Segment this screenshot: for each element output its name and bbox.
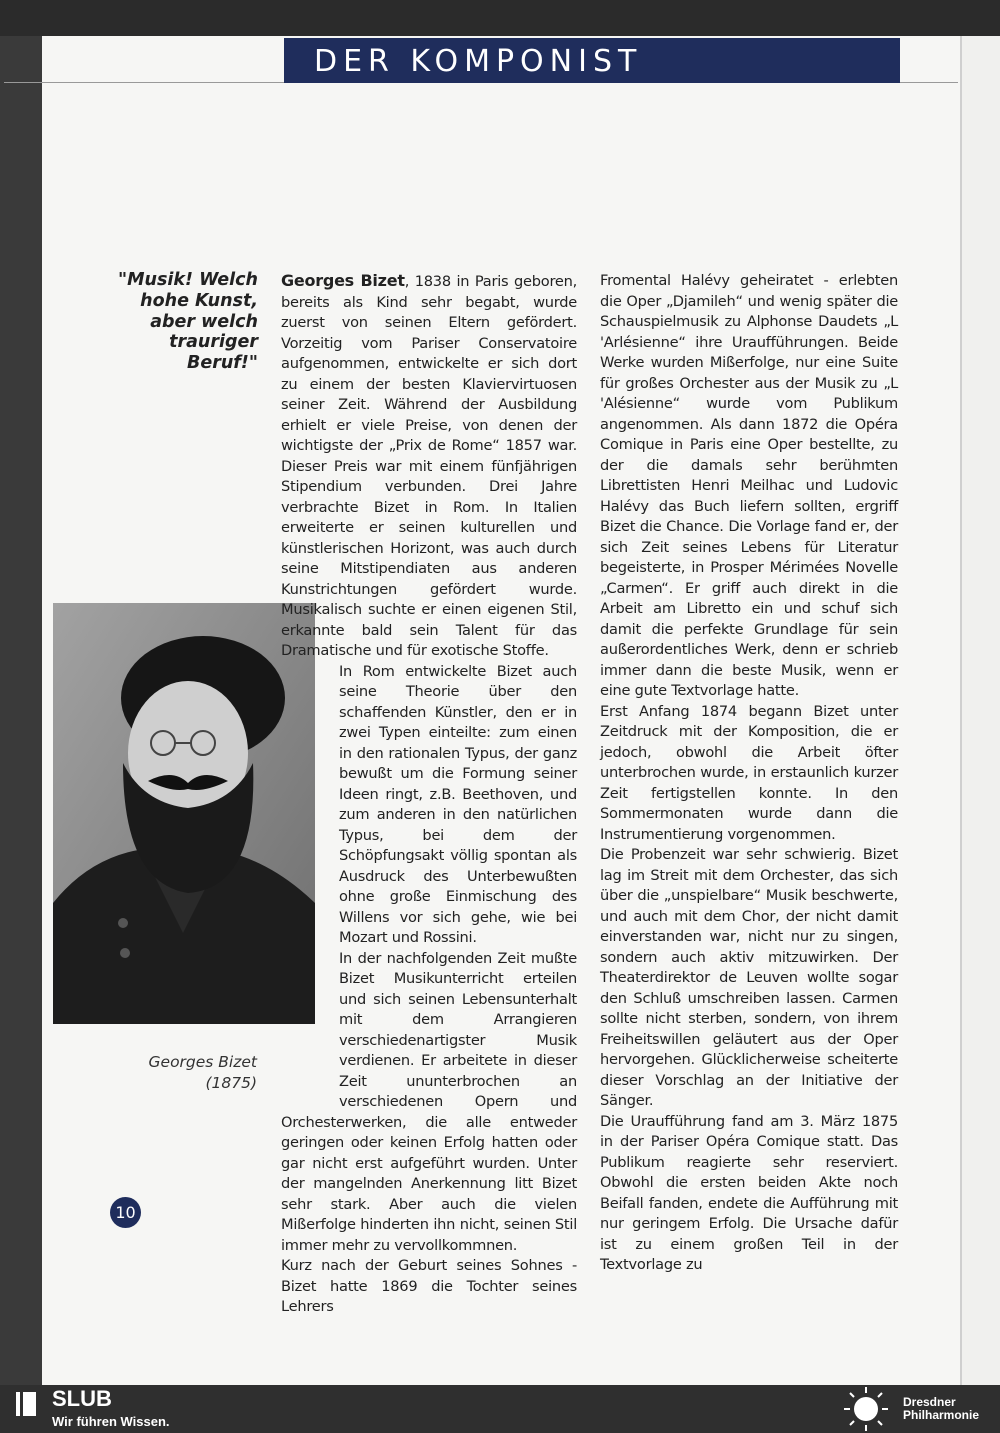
page-number: 10 xyxy=(110,1197,141,1228)
paragraph-text: , 1838 in Paris geboren, bereits als Kind sehr begabt, wurde zuerst von seinen Eltern gefördert. Vorzeitig vom Pariser Conservatoire aufgenommen, entwickelte er sich dort zu einem der besten Klaviervirtuosen seiner Zeit. Während der Ausbildung erhielt er viele Preise, von denen der wichtigste der „Prix de Rome“ 1857 war. Dieser Preis war mit einem fünfjährigen Stipendium verbunden. Drei Jahre verbrachte Bizet in Rom. In Italien erweiterte er seinen kulturellen und künstlerischen Horizont, was auch durch seine Mitstipendiaten aus anderen Kunstrichtungen gefördert wurde. Musikalisch suchte er einen eigenen Stil, erkannte bald sein Talent für das Dramatische und für exotische Stoffe. xyxy=(281,273,577,659)
article-column-1 xyxy=(281,271,577,1318)
sunburst-icon xyxy=(841,1385,891,1433)
paragraph: Fromental Halévy geheiratet - erlebten die Oper „Djamileh“ und wenig später die Schauspielmusik zu Alphonse Daudets „L 'Arlésienne“ ihre Uraufführungen. Beide Werke wurden Mißerfolge, nur eine Suite für großes Orchester aus der Musik zu „L 'Alésienne“ wurde vom Publikum angenommen. Als dann 1872 die Opéra Comique in Paris eine Oper bestellte, zu der die damals sehr berühmten Librettisten Henri Meilhac und Ludovic Halévy das Buch liefern sollten, ergriff Bizet die Chance. Die Vorlage fand er, der sich Zeit seines Lebens für Literatur begeisterte, in Prosper Mérimées Novelle „Carmen“. Er griff auch direkt in die Arbeit am Libretto ein und schuf sich damit die perfekte Grundlage für sein außerordentliches Werk, denn er schrieb immer dann die beste Musik, wenn er eine gute Textvorlage hatte. xyxy=(600,272,898,699)
portrait-illustration xyxy=(53,603,315,1024)
caption-name: Georges Bizet xyxy=(148,1053,257,1071)
portrait-photo xyxy=(53,603,315,1024)
article-column-2 xyxy=(600,271,898,1276)
photo-caption xyxy=(120,1052,257,1093)
slub-tagline: Wir führen Wissen. xyxy=(52,1414,170,1429)
book-icon xyxy=(14,1390,38,1418)
slub-logo-text: SLUB xyxy=(52,1386,112,1411)
scan-top-strip xyxy=(0,0,1000,36)
quote-line: "Musik! Welch xyxy=(118,270,258,290)
paragraph: Die Probenzeit war sehr schwierig. Bizet lag im Streit mit dem Orchester, das sich über die „unspielbare“ Musik beschwerte, und auch mit dem Chor, der nicht damit einverstanden war, nicht nur zu singen, sondern auch aktiv mitzuwirken. Der Theaterdirektor de Leuven wollte sogar den Schluß umschreiben lassen. Carmen sollte nicht sterben, sondern, von ihrem Freiheitswillen geläutert aus der Oper hervorgehen. Glücklicherweise scheiterte dieser Vorschlag an der Initiative der Sänger. xyxy=(600,846,898,1109)
paragraph: Erst Anfang 1874 begann Bizet unter Zeitdruck mit der Komposition, die er jedoch, obwohl die Arbeit öfter unterbrochen wurde, in erstaunlich kurzer Zeit fertigstellen konnte. In den Sommermonaten wurde dann die Instrumentierung vorgenommen. xyxy=(600,702,898,843)
paragraph: In der nachfolgenden Zeit mußte Bizet Musikunterricht erteilen und sich seinen Lebensunterhalt mit dem Arrangieren verschiedenartigster Musik verdienen. Er arbeitete in dieser Zeit ununterbrochen an verschiedenen Opern und Orchesterwerken, die alle entweder geringen oder keinen Erfolg hatten oder gar nicht erst aufgeführt wurden. Unter der mangelnden Anerkennung litt Bizet sehr stark. Aber auch die vielen Mißerfolge hinderten ihn nicht, seinen Stil immer mehr zu vervollkommnen. xyxy=(281,949,577,1254)
partner-logo-text xyxy=(903,1396,979,1422)
quote-line: trauriger xyxy=(169,332,258,353)
quote-line: aber welch xyxy=(150,311,258,332)
paragraph: Die Uraufführung fand am 3. März 1875 in der Pariser Opéra Comique statt. Das Publikum reagierte sehr reserviert. Obwohl die ersten beiden Akte noch Beifall fanden, endete die Aufführung mit nur geringem Erfolg. Die Ursache dafür ist zu einem großen Teil in der Textvorlage zu xyxy=(600,1112,898,1273)
next-page-edge xyxy=(960,36,1000,1385)
caption-year: (1875) xyxy=(205,1073,257,1092)
paragraph: Kurz nach der Geburt seines Sohnes - Bizet hatte 1869 die Tochter seines Lehrers xyxy=(281,1257,577,1315)
pull-quote xyxy=(112,270,258,374)
lead-name: Georges Bizet xyxy=(281,271,405,290)
paragraph xyxy=(281,271,577,662)
quote-line: hohe Kunst, xyxy=(140,290,258,311)
photo-wrap-space xyxy=(281,662,339,1113)
paragraph: In Rom entwickelte Bizet auch seine Theorie über den schaffenden Künstler, den er in zwei Typen einteilte: zum einen in den rationalen Typus, der ganz bewußt um die Formung seiner Ideen ringt, z.B. Beethoven, und zum anderen in den natürlichen Typus, bei dem der Schöpfungsakt völlig spontan als Ausdruck des Unterbewußten ohne große Einmischung des Willens vor sich gehe, wie bei Mozart und Rossini. xyxy=(339,662,577,946)
quote-line: Beruf!" xyxy=(186,353,258,374)
partner-line: Dresdner xyxy=(903,1395,956,1409)
section-title: DER KOMPONIST xyxy=(284,38,900,83)
partner-line: Philharmonie xyxy=(903,1408,980,1422)
